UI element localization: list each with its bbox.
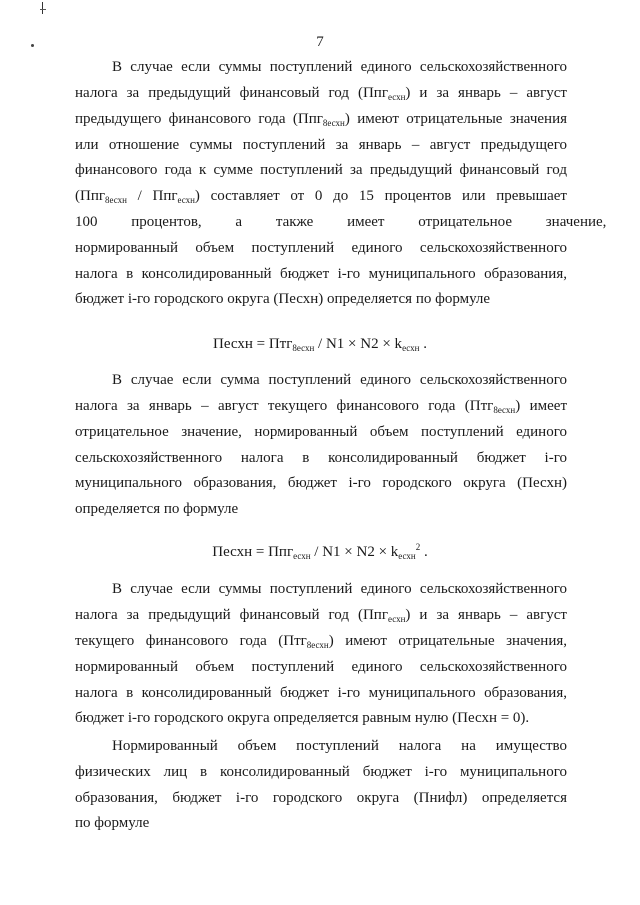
text-line: В случае если суммы поступлений единого сельскохозяйственного <box>112 59 567 75</box>
text-line: налога в консолидированный бюджет i-го муниципального образования, <box>75 266 567 282</box>
scan-mark <box>42 2 43 14</box>
scan-mark <box>40 9 46 10</box>
text-line: текущего финансового года (Птг$_{8есхн}$) имеют отрицательные значения, <box>75 633 567 650</box>
text-line: налога за предыдущий финансовый год (Ппг$_{есхн}$) и за январь – август <box>75 607 567 624</box>
text-line: налога за январь – август текущего финансового года (Птг$_{8есхн}$) имеет <box>75 398 567 415</box>
text-line: налога в консолидированный бюджет i-го муниципального образования, <box>75 685 567 701</box>
text-line: определяется по формуле <box>75 501 239 517</box>
text-line: отрицательное значение, нормированный объем поступлений единого <box>75 424 567 440</box>
text-line: или отношение суммы поступлений за январь – август предыдущего <box>75 137 567 153</box>
text-line: физических лиц в консолидированный бюджет i-го муниципального <box>75 764 567 780</box>
text-line: бюджет i-го городского округа (Песхн) определяется по формуле <box>75 291 491 307</box>
text-line: сельскохозяйственного налога в консолидированный бюджет i-го <box>75 450 567 466</box>
formula-2: Песхн = $Ппг_{есхн} / N1 \times N2 \times k_{есхн}^2$ . <box>212 542 428 561</box>
text-line: муниципального образования, бюджет i-го городского округа (Песхн) <box>75 475 567 491</box>
text-line: образования, бюджет i-го городского округа (Пнифл) определяется <box>75 790 567 806</box>
text-line: нормированный объем поступлений единого сельскохозяйственного <box>75 240 567 256</box>
text-line: 100 процентов, а также имеет отрицательное значение, <box>75 214 607 230</box>
text-line: финансового года к сумме поступлений за предыдущий финансовый год <box>75 162 567 178</box>
text-line: В случае если суммы поступлений единого сельскохозяйственного <box>112 581 567 597</box>
text-line: по формуле <box>75 815 150 831</box>
formula-1: Песхн = $Птг_{8есхн} / N1 \times N2 \times k_{есхн}$ . <box>213 336 427 353</box>
text-line: Нормированный объем поступлений налога на имущество <box>112 738 567 754</box>
text-line: нормированный объем поступлений единого сельскохозяйственного <box>75 659 567 675</box>
text-line: предыдущего финансового года (Ппг$_{8есхн}$) имеют отрицательные значения <box>75 111 567 128</box>
page-number: 7 <box>316 34 324 50</box>
text-line: (Ппг$_{8есхн}$ / Ппг$_{есхн}$) составляет от 0 до 15 процентов или превышает <box>75 188 567 205</box>
text-line: бюджет i-го городского округа определяется равным нулю (Песхн = 0). <box>75 710 530 726</box>
text-line: В случае если сумма поступлений единого сельскохозяйственного <box>112 372 567 388</box>
text-line: налога за предыдущий финансовый год (Ппг$_{есхн}$) и за январь – август <box>75 85 567 102</box>
